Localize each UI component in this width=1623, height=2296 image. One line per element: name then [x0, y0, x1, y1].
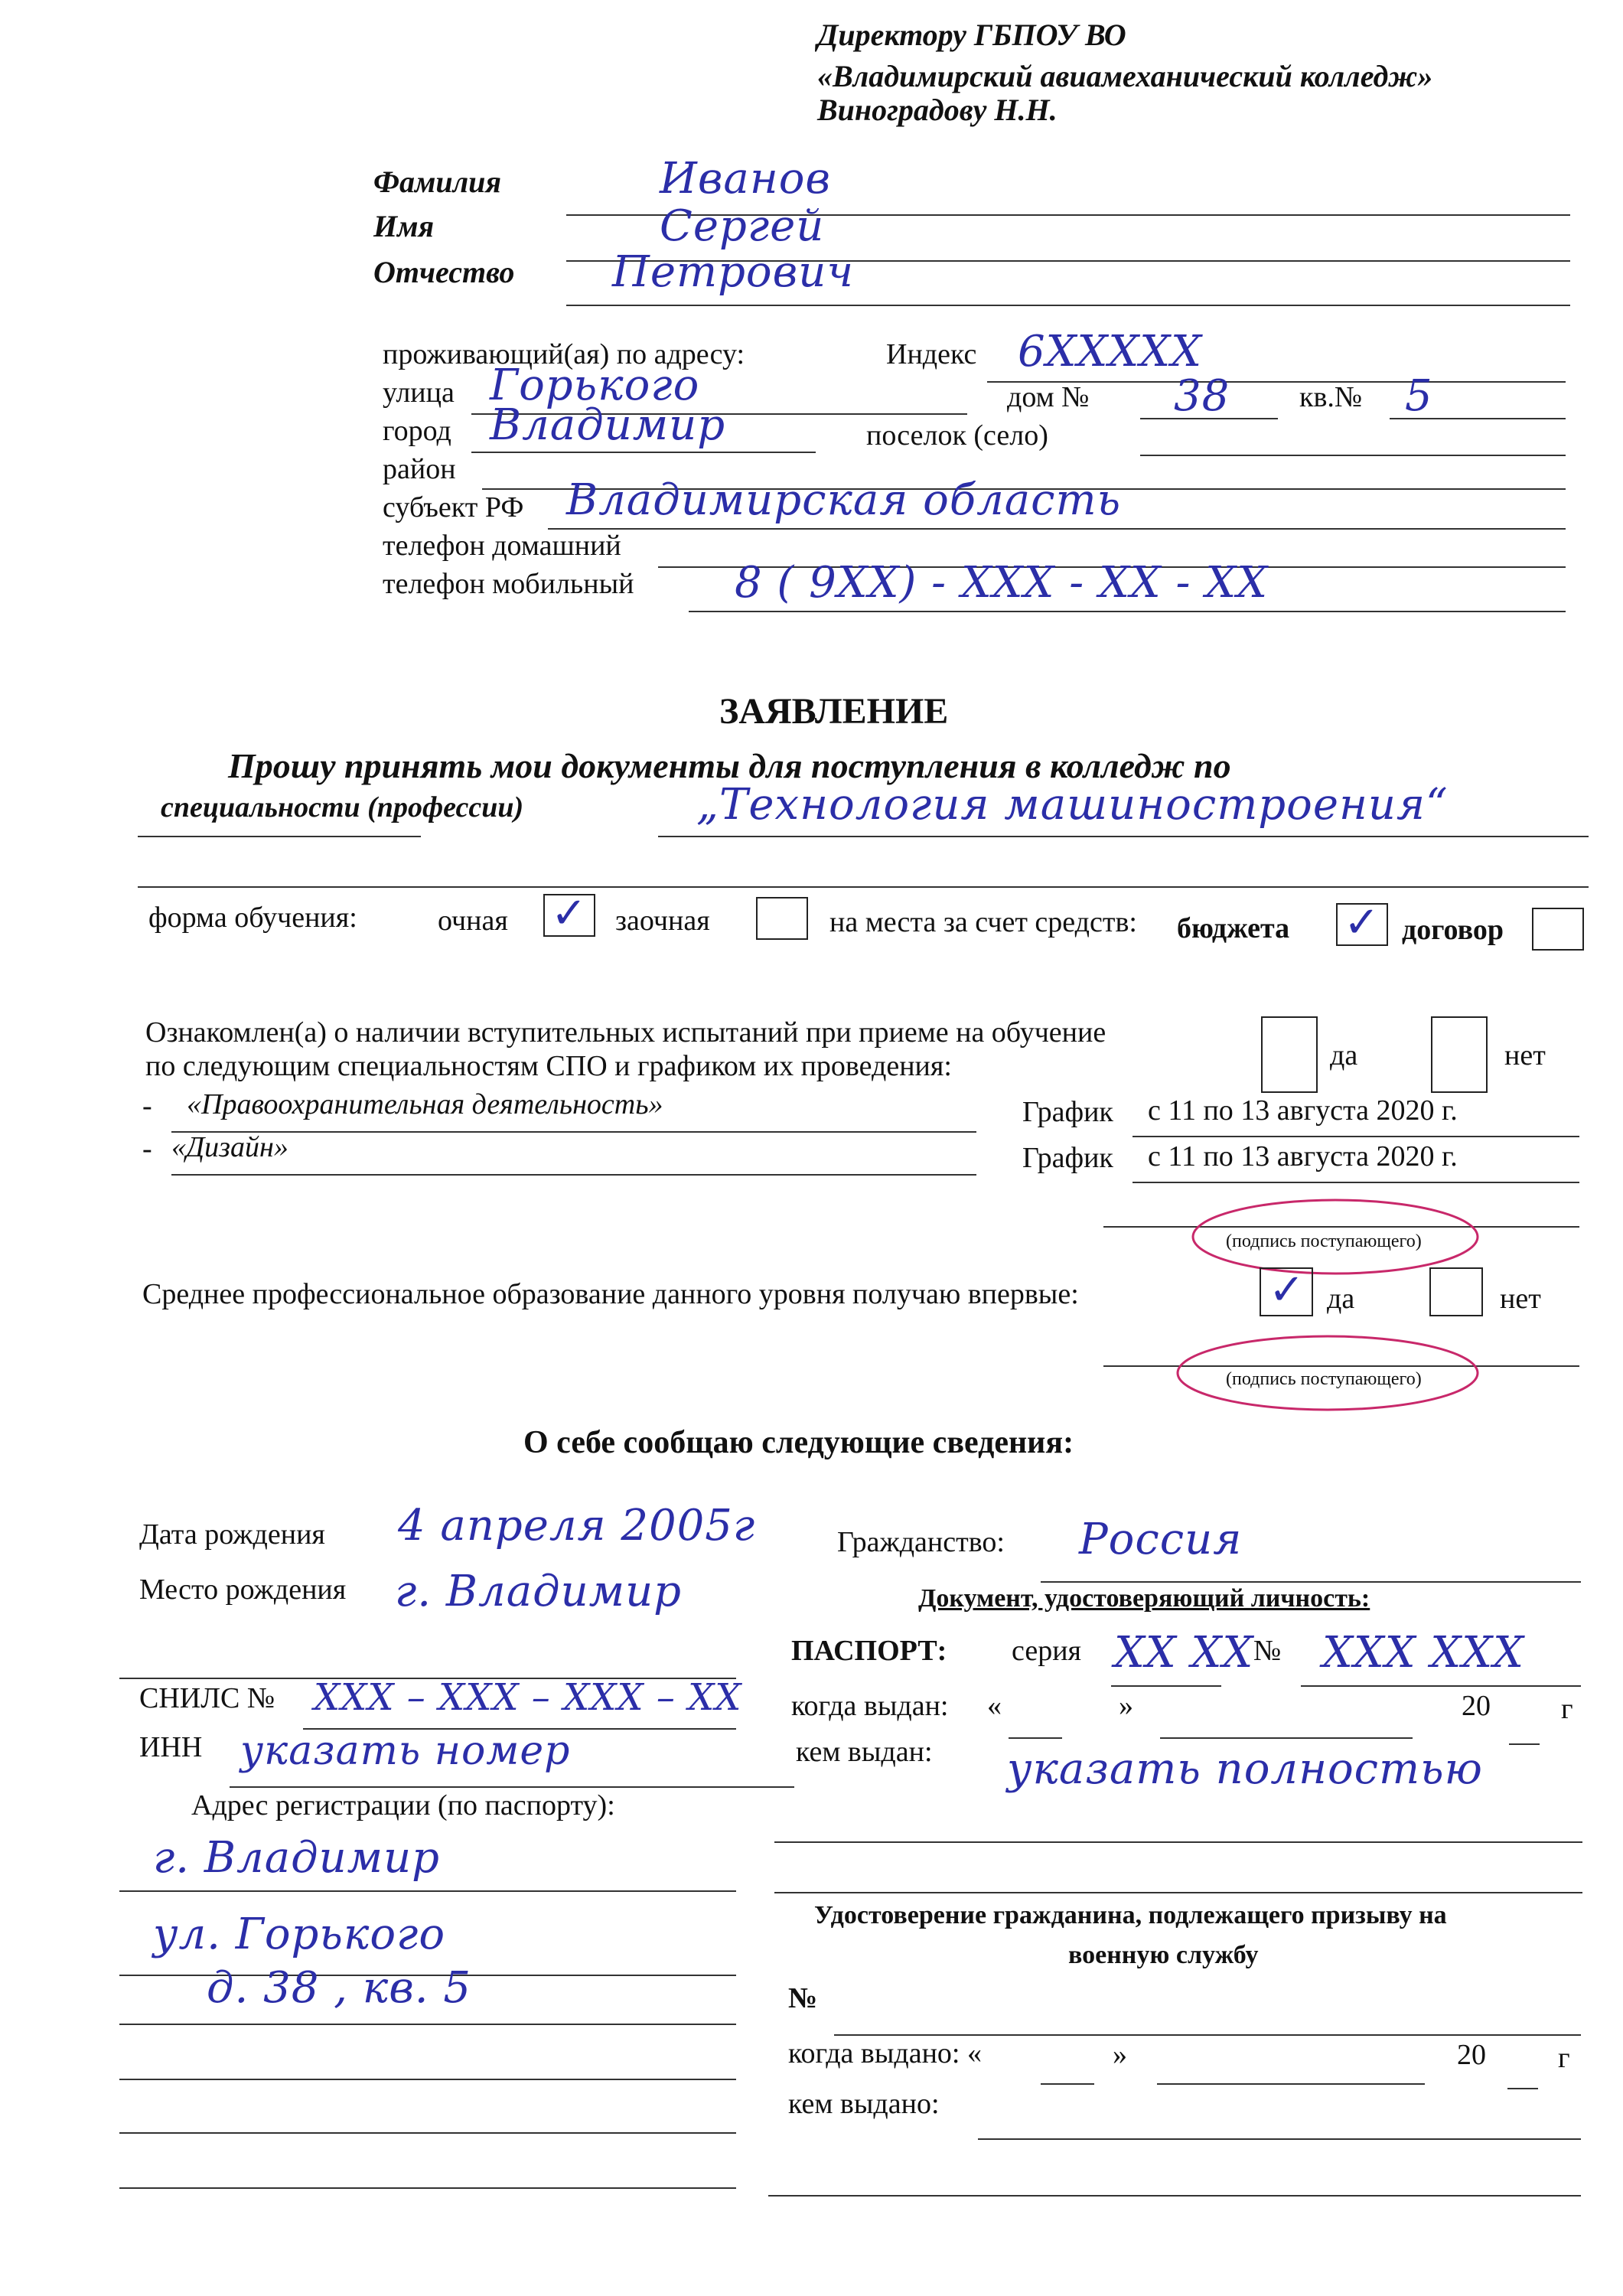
military-issued-when-label: когда выдано: «: [788, 2037, 982, 2069]
check-icon: ✓: [1344, 898, 1380, 947]
registration-line-4: [119, 2079, 736, 2080]
registration-line-6: [119, 2187, 736, 2189]
registration-line-1-value[interactable]: г. Владимир: [153, 1833, 440, 1883]
registration-line-3: [119, 2024, 736, 2025]
birth-date-label: Дата рождения: [139, 1518, 325, 1551]
document-title: ЗАЯВЛЕНИЕ: [719, 691, 949, 732]
signature-ellipse-2: [1171, 1330, 1484, 1416]
name-value[interactable]: Сергей: [660, 201, 825, 251]
addressee-line-2: «Владимирский авиамеханический колледж»: [817, 59, 1433, 93]
citizenship-line: [1041, 1581, 1581, 1583]
number-label: №: [1253, 1635, 1282, 1667]
issued-day-line: [1009, 1737, 1062, 1739]
registration-line-1: [119, 1890, 736, 1892]
birth-place-label: Место рождения: [139, 1574, 347, 1606]
schedule-dates-1: с 11 по 13 августа 2020 г.: [1148, 1094, 1458, 1127]
exam-specialty-2: «Дизайн»: [171, 1131, 288, 1163]
surname-label: Фамилия: [373, 165, 502, 199]
exams-yes-checkbox[interactable]: [1261, 1016, 1318, 1093]
first-time-yes-label: да: [1327, 1283, 1355, 1315]
specialty-label: специальности (профессии): [161, 791, 524, 823]
home-phone-label: телефон домашний: [383, 530, 621, 562]
name-label: Имя: [373, 209, 435, 243]
inn-value[interactable]: указать номер: [240, 1728, 571, 1774]
military-title-1: Удостоверение гражданина, подлежащего призыву на: [814, 1901, 1447, 1929]
registration-label: Адрес регистрации (по паспорту):: [191, 1789, 615, 1821]
city-label: город: [383, 415, 451, 447]
patronymic-value[interactable]: Петрович: [612, 247, 855, 297]
number-line: [1301, 1685, 1581, 1687]
military-number-label: №: [788, 1982, 818, 2014]
military-issued-by-line-1: [978, 2138, 1581, 2140]
exams-text-2: по следующим специальностям СПО и графиком их проведения:: [145, 1050, 952, 1082]
issued-when-label: когда выдан:: [791, 1690, 949, 1722]
exam-specialty-2-line: [171, 1174, 976, 1176]
settlement-line: [1140, 455, 1566, 456]
region-line: [548, 528, 1566, 530]
street-label: улица: [383, 377, 455, 409]
mobile-phone-value[interactable]: 8 ( 9ХХ) - ХХХ - ХХ - ХХ: [735, 558, 1268, 608]
fulltime-label: очная: [438, 905, 508, 937]
schedule-label-2: График: [1022, 1142, 1113, 1174]
region-value[interactable]: Владимирская область: [566, 475, 1122, 525]
military-month-line: [1157, 2083, 1425, 2085]
budget-label: бюджета: [1177, 912, 1290, 944]
issued-year-suffix: г: [1561, 1693, 1573, 1725]
specialty-value[interactable]: „Технология машиностроения“: [696, 780, 1449, 830]
signature-caption-2: (подпись поступающего): [1226, 1369, 1422, 1389]
military-title-2: военную службу: [1068, 1941, 1259, 1969]
schedule-1-line: [1133, 1136, 1579, 1137]
patronymic-label: Отчество: [373, 255, 515, 289]
series-label: серия: [1012, 1635, 1082, 1667]
issued-open-quote: «: [987, 1690, 1002, 1722]
city-line: [471, 452, 816, 453]
exams-yes-label: да: [1330, 1039, 1358, 1071]
index-label: Индекс: [886, 338, 977, 370]
exam-specialty-1: «Правоохранительная деятельность»: [187, 1088, 663, 1120]
house-value[interactable]: 38: [1174, 371, 1230, 421]
citizenship-value[interactable]: Россия: [1079, 1515, 1243, 1564]
street-value[interactable]: Горького: [490, 360, 700, 410]
number-value[interactable]: ХХХ ХХХ: [1322, 1628, 1525, 1678]
schedule-label-1: График: [1022, 1096, 1113, 1128]
inn-label: ИНН: [139, 1731, 203, 1763]
settlement-label: поселок (село): [866, 419, 1048, 452]
house-label: дом №: [1007, 381, 1090, 413]
issued-close-quote: »: [1119, 1690, 1133, 1722]
district-label: район: [383, 453, 456, 485]
issued-by-value[interactable]: указать полностью: [1007, 1744, 1483, 1794]
military-issued-by-line-2: [768, 2195, 1581, 2197]
issued-month-line: [1160, 1737, 1413, 1739]
study-form-label: форма обучения:: [148, 902, 357, 934]
apt-label: кв.№: [1299, 381, 1363, 413]
first-time-no-checkbox[interactable]: [1429, 1267, 1483, 1316]
addressee-line-1: Директору ГБПОУ ВО: [817, 18, 1126, 52]
first-time-yes-checkbox[interactable]: [1260, 1267, 1313, 1316]
series-line: [1111, 1685, 1221, 1687]
dash-2: -: [142, 1133, 152, 1165]
military-number-line: [834, 2034, 1581, 2036]
mobile-phone-label: телефон мобильный: [383, 568, 634, 600]
signature-caption-1: (подпись поступающего): [1226, 1231, 1422, 1251]
military-year-line: [1507, 2088, 1538, 2089]
issued-year-prefix: 20: [1462, 1690, 1491, 1722]
exams-text-1: Ознакомлен(а) о наличии вступительных испытаний при приеме на обучение: [145, 1016, 1106, 1049]
military-year-prefix: 20: [1457, 2039, 1486, 2071]
passport-label: ПАСПОРТ:: [791, 1635, 947, 1667]
military-close-quote: »: [1113, 2039, 1127, 2071]
series-value[interactable]: ХХ ХХ: [1114, 1628, 1254, 1678]
dash-1: -: [142, 1090, 152, 1122]
funding-label: на места за счет средств:: [829, 906, 1137, 938]
snils-label: СНИЛС №: [139, 1682, 275, 1714]
schedule-2-line: [1133, 1182, 1579, 1183]
region-label: субъект РФ: [383, 491, 524, 523]
issued-by-label: кем выдан:: [796, 1736, 933, 1768]
surname-value[interactable]: Иванов: [660, 154, 832, 204]
first-time-label: Среднее профессиональное образование данного уровня получаю впервые:: [142, 1278, 1079, 1310]
registration-line-5: [119, 2132, 736, 2134]
registration-line-2-value[interactable]: ул. Горького: [153, 1910, 446, 1959]
military-issued-by-label: кем выдано:: [788, 2088, 940, 2120]
contract-label: договор: [1402, 914, 1504, 946]
budget-checkbox[interactable]: [1336, 898, 1388, 947]
first-time-no-label: нет: [1500, 1283, 1541, 1315]
residing-label: проживающий(ая) по адресу:: [383, 338, 745, 370]
parttime-checkbox[interactable]: [756, 897, 808, 940]
about-title: О себе сообщаю следующие сведения:: [523, 1425, 1074, 1460]
check-icon: ✓: [551, 889, 587, 938]
id-document-title: Документ, удостоверяющий личность:: [918, 1584, 1370, 1613]
birth-place-value[interactable]: г. Владимир: [395, 1567, 682, 1616]
exam-specialty-1-line: [171, 1131, 976, 1133]
citizenship-label: Гражданство:: [837, 1526, 1005, 1558]
exams-no-checkbox[interactable]: [1431, 1016, 1488, 1093]
index-value[interactable]: 6ХХХХХ: [1018, 327, 1202, 377]
fulltime-checkbox[interactable]: [543, 889, 595, 938]
issued-by-line-2: [774, 1892, 1582, 1893]
birth-date-value[interactable]: 4 апреля 2005г: [398, 1501, 756, 1551]
snils-value[interactable]: ХХХ – ХХХ – ХХХ – ХХ: [314, 1676, 742, 1719]
apt-value[interactable]: 5: [1405, 371, 1433, 421]
military-day-line: [1041, 2083, 1094, 2085]
city-value[interactable]: Владимир: [490, 400, 726, 450]
parttime-label: заочная: [615, 905, 710, 937]
patronymic-line: [566, 305, 1570, 306]
contract-checkbox[interactable]: [1532, 908, 1584, 951]
issued-year-line: [1509, 1743, 1540, 1745]
issued-by-line-1: [774, 1841, 1582, 1843]
registration-line-3-value[interactable]: д. 38 , кв. 5: [207, 1963, 472, 2013]
addressee-line-3: Виноградову Н.Н.: [817, 93, 1058, 127]
check-icon: ✓: [1269, 1265, 1305, 1315]
schedule-dates-2: с 11 по 13 августа 2020 г.: [1148, 1140, 1458, 1172]
inn-line: [230, 1786, 794, 1788]
mobile-phone-line: [689, 611, 1566, 612]
specialty-label-underline: [138, 836, 421, 837]
specialty-line-2: [138, 886, 1589, 888]
exams-no-label: нет: [1504, 1039, 1546, 1071]
military-year-suffix: г: [1558, 2042, 1570, 2074]
specialty-line: [658, 836, 1589, 837]
request-text: Прошу принять мои документы для поступления в колледж по: [228, 746, 1231, 785]
